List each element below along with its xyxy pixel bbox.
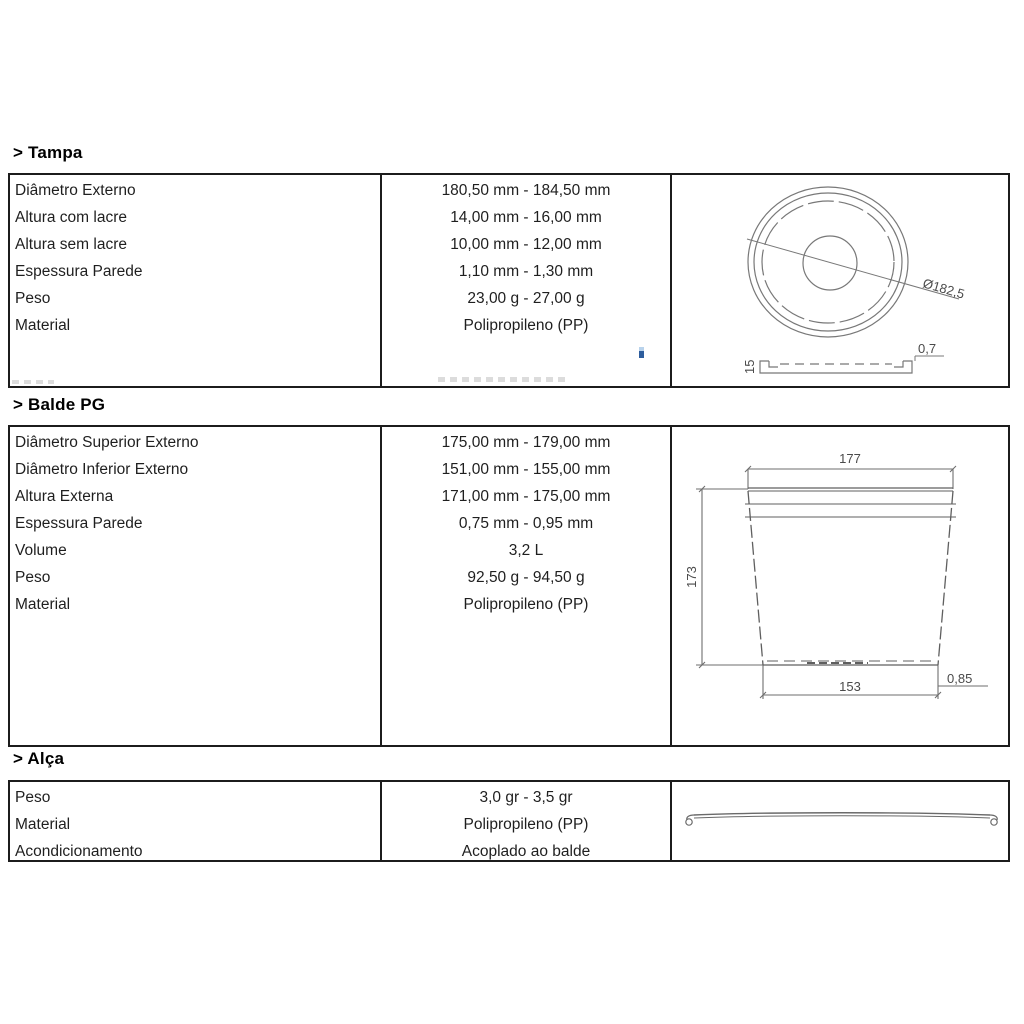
alca-values-column — [382, 782, 672, 860]
balde-drawing-cell — [672, 427, 1008, 745]
bucket-technical-drawing — [672, 427, 1008, 745]
bucket-wall-thickness-dimension: 0,85 — [947, 671, 973, 686]
spec-label: Acondicionamento — [15, 843, 143, 860]
lid-technical-drawing — [672, 175, 1008, 386]
alca-drawing-cell — [672, 782, 1008, 860]
spec-label: Altura sem lacre — [15, 236, 127, 253]
spec-label: Volume — [15, 542, 67, 559]
lid-height-dimension: 15 — [742, 359, 757, 374]
spec-value: 92,50 g - 94,50 g — [467, 569, 585, 586]
spec-label: Altura com lacre — [15, 209, 127, 226]
spec-value: Polipropileno (PP) — [463, 317, 589, 334]
spec-value: Polipropileno (PP) — [463, 816, 589, 833]
bucket-height-dimension: 173 — [684, 566, 699, 588]
spec-value: 1,10 mm - 1,30 mm — [458, 263, 594, 280]
spec-label: Diâmetro Inferior Externo — [15, 461, 189, 478]
spec-label: Peso — [15, 569, 51, 586]
spec-value: 180,50 mm - 184,50 mm — [441, 182, 611, 199]
handle-technical-drawing — [672, 782, 1008, 860]
bucket-outline — [745, 488, 956, 665]
blue-ink-artifact — [639, 347, 644, 358]
spec-value: 10,00 mm - 12,00 mm — [450, 236, 602, 253]
lid-top-view — [747, 187, 959, 337]
bucket-bottom-width-dimension: 153 — [839, 679, 861, 694]
balde-table — [8, 425, 1010, 747]
tampa-values-column — [382, 175, 672, 386]
spec-label: Diâmetro Externo — [15, 182, 136, 199]
erased-text-artifact — [12, 380, 54, 384]
spec-value: 0,75 mm - 0,95 mm — [458, 515, 594, 532]
bucket-dimension-lines — [696, 466, 988, 699]
lid-thickness-dimension: 0,7 — [918, 341, 937, 356]
spec-value: 14,00 mm - 16,00 mm — [450, 209, 602, 226]
spec-value: 23,00 g - 27,00 g — [467, 290, 585, 307]
section-title-alca: > Alça — [13, 749, 65, 768]
spec-label: Espessura Parede — [15, 515, 143, 532]
tampa-drawing-cell — [672, 175, 1008, 386]
section-title-tampa: > Tampa — [13, 143, 83, 162]
erased-text-artifact — [438, 377, 566, 382]
spec-label: Diâmetro Superior Externo — [15, 434, 199, 451]
spec-value: Acoplado ao balde — [461, 843, 591, 860]
alca-table — [8, 780, 1010, 862]
spec-value: 3,0 gr - 3,5 gr — [479, 789, 573, 806]
spec-label: Material — [15, 816, 71, 833]
balde-labels-column — [10, 427, 382, 745]
lid-diameter-dimension: Ø182,5 — [921, 275, 967, 302]
spec-label: Material — [15, 317, 71, 334]
handle-outline — [686, 813, 997, 825]
lid-profile-view — [760, 356, 944, 373]
spec-label: Peso — [15, 290, 51, 307]
spec-label: Altura Externa — [15, 488, 114, 505]
section-title-balde: > Balde PG — [13, 395, 106, 414]
alca-labels-column — [10, 782, 382, 860]
spec-value: 151,00 mm - 155,00 mm — [441, 461, 611, 478]
spec-label: Espessura Parede — [15, 263, 143, 280]
spec-value: 3,2 L — [508, 542, 544, 559]
spec-label: Peso — [15, 789, 51, 806]
spec-value: 171,00 mm - 175,00 mm — [441, 488, 611, 505]
bucket-top-width-dimension: 177 — [839, 451, 861, 466]
tampa-labels-column — [10, 175, 382, 386]
balde-values-column — [382, 427, 672, 745]
spec-value: Polipropileno (PP) — [463, 596, 589, 613]
spec-value: 175,00 mm - 179,00 mm — [441, 434, 611, 451]
tampa-table — [8, 173, 1010, 388]
spec-label: Material — [15, 596, 71, 613]
